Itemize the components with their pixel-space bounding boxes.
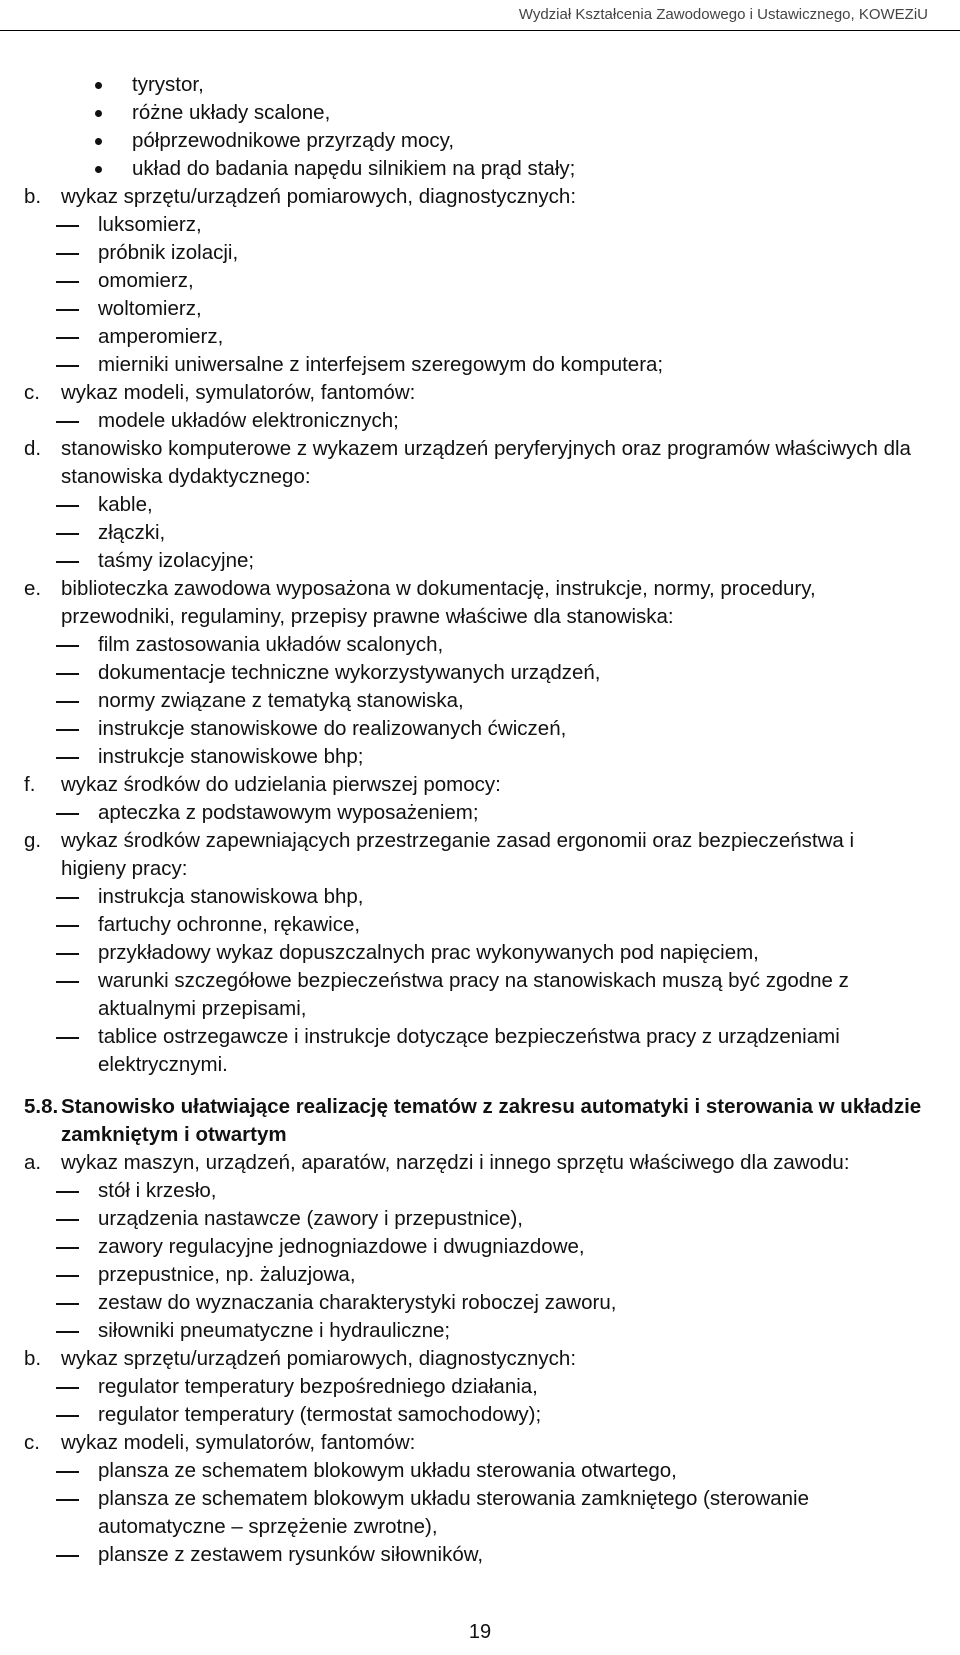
dash-text: regulator temperatury (termostat samochodowy); [98,1403,542,1426]
dash-item [0,1317,960,1345]
list-letter-item [0,1345,960,1373]
dash-text: plansza ze schematem blokowym układu sterowania zamkniętego (sterowanie automatyczne – sprzężenie zwrotne), [98,1487,810,1538]
dash-icon [56,813,79,815]
document-body [0,71,960,1569]
list-letter: g. [24,829,42,852]
dash-text: próbnik izolacji, [98,241,239,264]
dash-icon [56,365,79,367]
dash-icon [56,533,79,535]
dash-item [0,1457,960,1485]
dash-icon [56,337,79,339]
dash-item [0,1233,960,1261]
list-letter: f. [24,773,36,796]
list-letter-text: wykaz maszyn, urządzeń, aparatów, narzędzi i innego sprzętu właściwego dla zawodu: [61,1151,850,1174]
list-letter: b. [24,185,42,208]
dash-icon [56,1387,79,1389]
bullet-item [0,71,960,99]
list-letter-item [0,435,960,491]
dash-icon [56,1415,79,1417]
list-letter: b. [24,1347,42,1370]
dash-text: plansza ze schematem blokowym układu sterowania otwartego, [98,1459,677,1482]
dash-text: złączki, [98,521,166,544]
header-title: Wydział Kształcenia Zawodowego i Ustawicznego, KOWEZiU [518,6,928,23]
dash-icon [56,309,79,311]
dash-text: apteczka z podstawowym wyposażeniem; [98,801,479,824]
dash-text: fartuchy ochronne, rękawice, [98,913,361,936]
dash-text: stół i krzesło, [98,1179,217,1202]
dash-icon [56,1331,79,1333]
dash-item [0,1485,960,1541]
bullet-dot-icon [95,166,102,173]
dash-item [0,1023,960,1079]
dash-icon [56,729,79,731]
list-letter-text: wykaz sprzętu/urządzeń pomiarowych, diagnostycznych: [61,185,577,208]
dash-text: omomierz, [98,269,194,292]
list-letter-item [0,827,960,883]
dash-icon [56,953,79,955]
list-letter-item [0,771,960,799]
dash-text: zestaw do wyznaczania charakterystyki roboczej zaworu, [98,1291,617,1314]
dash-item [0,1205,960,1233]
list-letter: e. [24,577,42,600]
dash-item [0,687,960,715]
dash-text: amperomierz, [98,325,224,348]
dash-icon [56,1303,79,1305]
dash-item [0,491,960,519]
page-header [0,0,960,31]
dash-item [0,967,960,1023]
list-letter-text: wykaz modeli, symulatorów, fantomów: [61,381,416,404]
dash-icon [56,1219,79,1221]
dash-text: normy związane z tematyką stanowiska, [98,689,464,712]
dash-text: przepustnice, np. żaluzjowa, [98,1263,356,1286]
dash-icon [56,561,79,563]
dash-item [0,519,960,547]
dash-icon [56,281,79,283]
dash-text: przykładowy wykaz dopuszczalnych prac wykonywanych pod napięciem, [98,941,759,964]
section-heading [0,1093,960,1149]
dash-icon [56,225,79,227]
bullet-dot-icon [95,138,102,145]
dash-icon [56,421,79,423]
dash-icon [56,645,79,647]
dash-icon [56,1191,79,1193]
bullet-text: półprzewodnikowe przyrządy mocy, [132,129,455,152]
dash-text: mierniki uniwersalne z interfejsem szeregowym do komputera; [98,353,664,376]
dash-icon [56,1499,79,1501]
list-letter-item [0,575,960,631]
dash-item [0,911,960,939]
dash-item [0,1373,960,1401]
dash-text: regulator temperatury bezpośredniego działania, [98,1375,538,1398]
dash-icon [56,757,79,759]
list-letter-text: wykaz modeli, symulatorów, fantomów: [61,1431,416,1454]
dash-text: film zastosowania układów scalonych, [98,633,444,656]
dash-text: kable, [98,493,153,516]
dash-icon [56,673,79,675]
dash-icon [56,897,79,899]
dash-item [0,267,960,295]
bullet-text: różne układy scalone, [132,101,331,124]
dash-item [0,1177,960,1205]
dash-item [0,407,960,435]
dash-text: luksomierz, [98,213,202,236]
list-letter-text: wykaz sprzętu/urządzeń pomiarowych, diagnostycznych: [61,1347,577,1370]
dash-text: siłowniki pneumatyczne i hydrauliczne; [98,1319,451,1342]
list-letter-text: biblioteczka zawodowa wyposażona w dokumentację, instrukcje, normy, procedury, przewodniki, regulaminy, przepisy prawne właściwe dla stanowiska: [61,577,816,628]
list-letter: a. [24,1151,42,1174]
dash-item [0,295,960,323]
dash-text: modele układów elektronicznych; [98,409,399,432]
dash-item [0,351,960,379]
dash-item [0,1261,960,1289]
dash-item [0,1401,960,1429]
bullet-text: tyrystor, [132,73,204,96]
dash-icon [56,1471,79,1473]
dash-icon [56,1555,79,1557]
dash-item [0,211,960,239]
dash-item [0,631,960,659]
dash-item [0,659,960,687]
bullet-dot-icon [95,110,102,117]
dash-item [0,883,960,911]
bullet-item [0,99,960,127]
dash-item [0,323,960,351]
dash-icon [56,1037,79,1039]
dash-item [0,939,960,967]
dash-icon [56,253,79,255]
section-number: 5.8. [24,1095,59,1118]
dash-icon [56,1275,79,1277]
section-title: Stanowisko ułatwiające realizację tematów z zakresu automatyki i sterowania w układzie zamkniętym i otwartym [61,1095,922,1146]
dash-text: dokumentacje techniczne wykorzystywanych urządzeń, [98,661,601,684]
list-letter-item [0,1149,960,1177]
list-letter-item [0,1429,960,1457]
bullet-item [0,127,960,155]
bullet-dot-icon [95,82,102,89]
bullet-text: układ do badania napędu silnikiem na prąd stały; [132,157,576,180]
dash-text: tablice ostrzegawcze i instrukcje dotyczące bezpieczeństwa pracy z urządzeniami elektrycznymi. [98,1025,840,1076]
page-number: 19 [468,1621,492,1643]
dash-text: woltomierz, [98,297,202,320]
list-letter-item [0,183,960,211]
dash-icon [56,505,79,507]
dash-icon [56,925,79,927]
dash-item [0,799,960,827]
dash-icon [56,981,79,983]
dash-text: urządzenia nastawcze (zawory i przepustnice), [98,1207,523,1230]
dash-icon [56,1247,79,1249]
dash-item [0,239,960,267]
list-letter-text: wykaz środków zapewniających przestrzeganie zasad ergonomii oraz bezpieczeństwa i higieny pracy: [61,829,855,880]
dash-item [0,1541,960,1569]
dash-text: instrukcja stanowiskowa bhp, [98,885,364,908]
dash-item [0,743,960,771]
dash-text: taśmy izolacyjne; [98,549,255,572]
dash-item [0,547,960,575]
list-letter: c. [24,1431,40,1454]
dash-text: instrukcje stanowiskowe do realizowanych ćwiczeń, [98,717,567,740]
list-letter: c. [24,381,40,404]
list-letter: d. [24,437,42,460]
list-letter-text: stanowisko komputerowe z wykazem urządzeń peryferyjnych oraz programów właściwych dla stanowiska dydaktycznego: [61,437,911,488]
list-letter-text: wykaz środków do udzielania pierwszej pomocy: [61,773,501,796]
dash-item [0,1289,960,1317]
dash-text: instrukcje stanowiskowe bhp; [98,745,364,768]
dash-icon [56,701,79,703]
dash-item [0,715,960,743]
dash-text: plansze z zestawem rysunków siłowników, [98,1543,484,1566]
dash-text: warunki szczegółowe bezpieczeństwa pracy na stanowiskach muszą być zgodne z aktualnymi przepisami, [98,969,849,1020]
list-letter-item [0,379,960,407]
bullet-item [0,155,960,183]
dash-text: zawory regulacyjne jednogniazdowe i dwugniazdowe, [98,1235,585,1258]
